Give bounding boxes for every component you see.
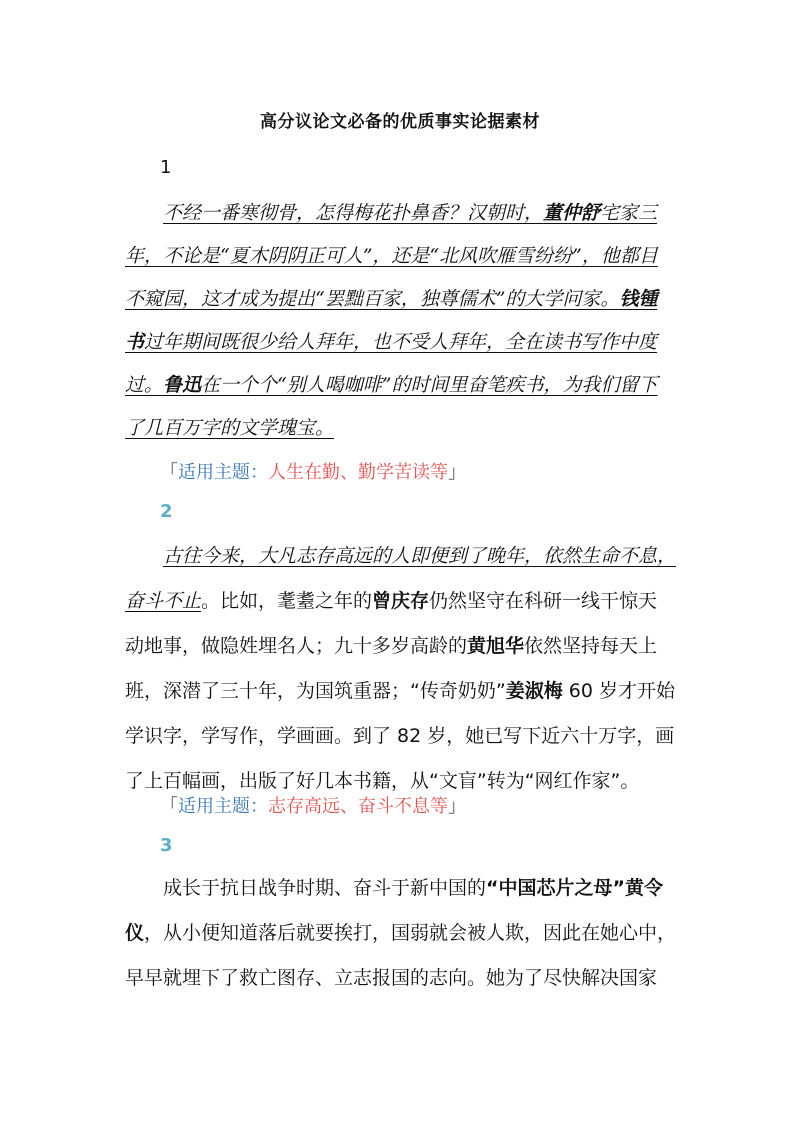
topic-value: 人生在勤、勤学苦读等	[268, 462, 448, 483]
topic-label: 适用主题：	[178, 462, 268, 483]
bracket-open: 「	[160, 462, 178, 483]
paragraph-line	[125, 364, 685, 407]
paragraph-line	[125, 866, 685, 911]
text-run: 。比如，耄耋之年的	[201, 590, 373, 612]
text-run: 早早就埋下了救亡图存、立志报国的志向。她为了尽快解决国家	[125, 967, 658, 989]
highlight-name: 姜淑梅	[505, 680, 563, 702]
text-run: 在一个个“别人喝咖啡”的时间里奋笔疾书，为我们留下	[201, 374, 658, 396]
paragraph-line	[125, 278, 685, 321]
paragraph-line	[125, 192, 685, 235]
paragraph-line	[125, 669, 685, 714]
text-run: 过年期间既很少给人拜年，也不受人拜年，全在读书写作中度	[144, 331, 658, 353]
section-number-1: 1	[160, 157, 172, 178]
section-2-paragraph	[125, 534, 685, 804]
text-run: 班，深潜了三十年，为国筑重器；“传奇奶奶”	[125, 680, 506, 702]
paragraph-line	[125, 235, 685, 278]
highlight-name: 书	[125, 331, 145, 353]
topic-tag-1	[160, 458, 466, 484]
bracket-close: 」	[448, 462, 466, 483]
text-run: 年，不论是“夏木阴阴正可人”，还是“北风吹雁雪纷纷”，他都目	[125, 245, 658, 267]
highlight-name: 钱锺	[619, 288, 658, 310]
topic-label: 适用主题：	[178, 796, 268, 817]
highlight-name: 董仲舒	[543, 202, 601, 224]
paragraph-line	[125, 911, 685, 956]
highlight-name: 鲁迅	[163, 374, 202, 396]
text-run: 了上百幅画，出版了好几本书籍，从“文盲”转为“网红作家”。	[125, 770, 640, 792]
text-run: 动地事，做隐姓埋名人；九十多岁高龄的	[125, 635, 468, 657]
text-run: 学识字，学写作，学画画。到了 82 岁，她已写下近六十万字，画	[125, 725, 675, 747]
paragraph-line	[125, 624, 685, 669]
topic-tag-2	[160, 792, 466, 818]
page-title: 高分议论文必备的优质事实论据素材	[260, 112, 540, 132]
section-number-2: 2	[160, 501, 173, 522]
paragraph-line	[125, 534, 685, 579]
text-run: 古往今来，大凡志存高远的人即便到了晚年，依然生命不息，	[163, 545, 677, 567]
paragraph-line	[125, 407, 685, 450]
paragraph-line	[125, 321, 685, 364]
text-run: 依然坚持每天上	[524, 635, 658, 657]
section-1-paragraph	[125, 192, 685, 450]
text-run: ，从小便知道落后就要挨打，国弱就会被人欺，因此在她心中，	[144, 922, 677, 944]
paragraph-line	[125, 714, 685, 759]
text-run: 过。	[125, 374, 164, 396]
highlight-name: 黄旭华	[467, 635, 525, 657]
section-3-paragraph	[125, 866, 685, 1001]
paragraph-line	[125, 579, 685, 624]
bracket-close: 」	[448, 796, 466, 817]
section-number-3: 3	[160, 835, 173, 856]
highlight-name: “中国芯片之母”黄令	[486, 877, 663, 899]
highlight-name: 曾庆存	[372, 590, 430, 612]
paragraph-line	[125, 956, 685, 1001]
highlight-name: 仪	[125, 922, 145, 944]
text-run: 仍然坚守在科研一线干惊天	[429, 590, 658, 612]
bracket-open: 「	[160, 796, 178, 817]
text-run: 了几百万字的文学瑰宝。	[125, 417, 335, 439]
text-run: 不经一番寒彻骨，怎得梅花扑鼻香？汉朝时，	[163, 202, 544, 224]
text-run: 成长于抗日战争时期、奋斗于新中国的	[163, 877, 487, 899]
text-run: 宅家三	[600, 202, 658, 224]
text-run: 60 岁才开始	[562, 680, 675, 702]
topic-value: 志存高远、奋斗不息等	[268, 796, 448, 817]
text-run: 不窥园，这才成为提出“罢黜百家，独尊儒术”的大学问家。	[125, 288, 620, 310]
text-run: 奋斗不止	[125, 590, 202, 612]
